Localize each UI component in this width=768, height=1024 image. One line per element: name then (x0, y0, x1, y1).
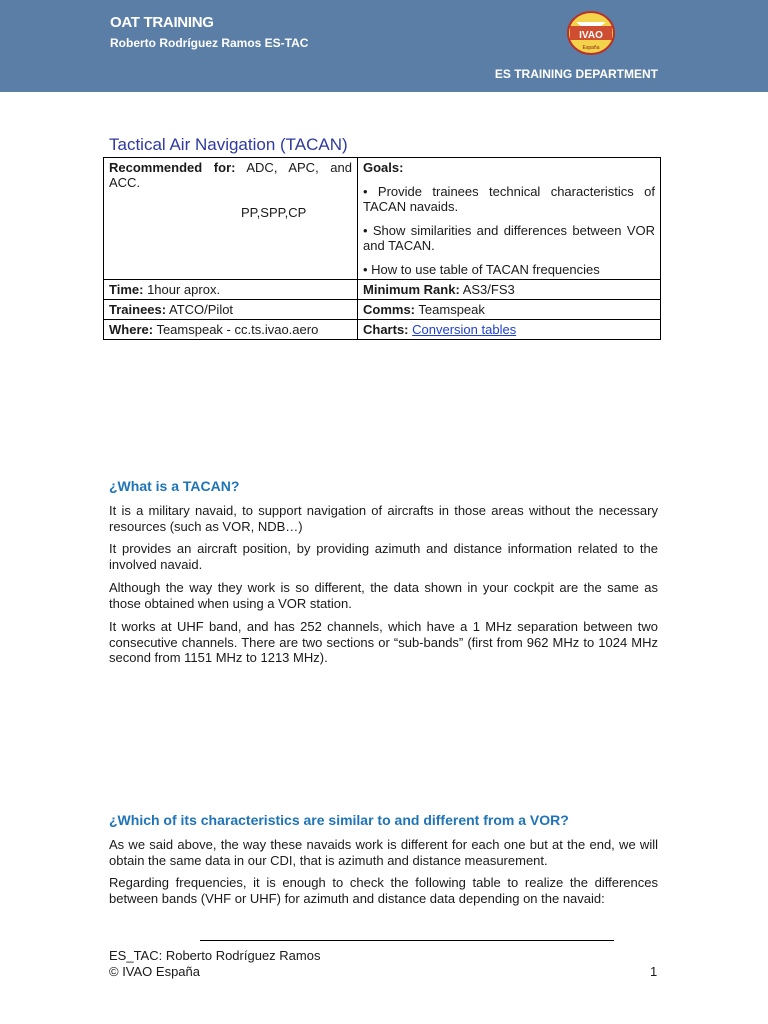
training-info-table (103, 157, 661, 340)
charts-label: Charts: (363, 322, 409, 337)
paragraph: Regarding frequencies, it is enough to check the following table to realize the differences between bands (VHF or UHF) for azimuth and distance data depending on the navaid: (109, 875, 658, 906)
time-label: Time: (109, 282, 144, 297)
goal-item: • Show similarities and differences between VOR and TACAN. (363, 223, 655, 253)
paragraph: It is a military navaid, to support navigation of aircrafts in those areas without the necessary resources (such as VOR, NDB…) (109, 503, 658, 534)
time-cell (104, 280, 358, 300)
logo-text: IVAO (579, 30, 603, 41)
table-row (104, 280, 661, 300)
recommended-ranks: PP,SPP,CP (241, 205, 307, 220)
time-value: 1hour aprox. (147, 282, 221, 297)
conversion-tables-link[interactable]: Conversion tables (412, 322, 517, 337)
header-department: ES TRAINING DEPARTMENT (494, 67, 658, 81)
min-rank-cell (358, 280, 661, 300)
paragraph: It provides an aircraft position, by providing azimuth and distance information related to the involved navaid. (109, 541, 658, 572)
paragraph: It works at UHF band, and has 252 channels, which have a 1 MHz separation between two consecutive channels. There are two sections or “sub-bands” (first from 962 MHz to 1024 MHz second from 1151 MHz to 1213 MHz). (109, 619, 658, 665)
logo-subtext: España (582, 45, 600, 51)
where-cell (104, 320, 358, 340)
trainees-cell (104, 300, 358, 320)
table-row (104, 300, 661, 320)
comms-label: Comms: (363, 302, 416, 317)
paragraph: As we said above, the way these navaids work is different for each one but at the end, we will obtain the same data in our CDI, that is azimuth and distance measurement. (109, 837, 658, 868)
trainees-value: ATCO/Pilot (169, 302, 234, 317)
recommended-label: Recommended for: (109, 160, 236, 175)
header-title: OAT TRAINING (110, 14, 214, 31)
goals-cell (358, 158, 661, 280)
table-row (104, 158, 661, 280)
ivao-logo (566, 10, 616, 56)
recommended-value: ADC, APC, and ACC. (109, 160, 352, 190)
where-value: Teamspeak - cc.ts.ivao.aero (156, 322, 319, 337)
footer-author: ES_TAC: Roberto Rodríguez Ramos (109, 948, 321, 963)
min-rank-value: AS3/FS3 (462, 282, 515, 297)
where-label: Where: (109, 322, 154, 337)
document-title: Tactical Air Navigation (TACAN) (109, 135, 348, 154)
section-heading: ¿Which of its characteristics are similar to and different from a VOR? (109, 812, 569, 828)
page-number: 1 (650, 964, 658, 979)
section-heading: ¿What is a TACAN? (109, 478, 240, 494)
goals-label: Goals: (363, 160, 404, 175)
footer-copyright: © IVAO España (109, 964, 200, 979)
goal-item: • Provide trainees technical characteristics of TACAN navaids. (363, 184, 655, 214)
min-rank-label: Minimum Rank: (363, 282, 460, 297)
trainees-label: Trainees: (109, 302, 167, 317)
table-row (104, 320, 661, 340)
recommended-cell (104, 158, 358, 280)
charts-cell (358, 320, 661, 340)
paragraph: Although the way they work is so different, the data shown in your cockpit are the same as those obtained when using a VOR station. (109, 580, 658, 611)
header-author: Roberto Rodríguez Ramos ES-TAC (110, 36, 309, 50)
footer-divider (200, 940, 614, 941)
page-header (0, 0, 768, 92)
goal-item: • How to use table of TACAN frequencies (363, 262, 600, 277)
comms-cell (358, 300, 661, 320)
comms-value: Teamspeak (418, 302, 485, 317)
